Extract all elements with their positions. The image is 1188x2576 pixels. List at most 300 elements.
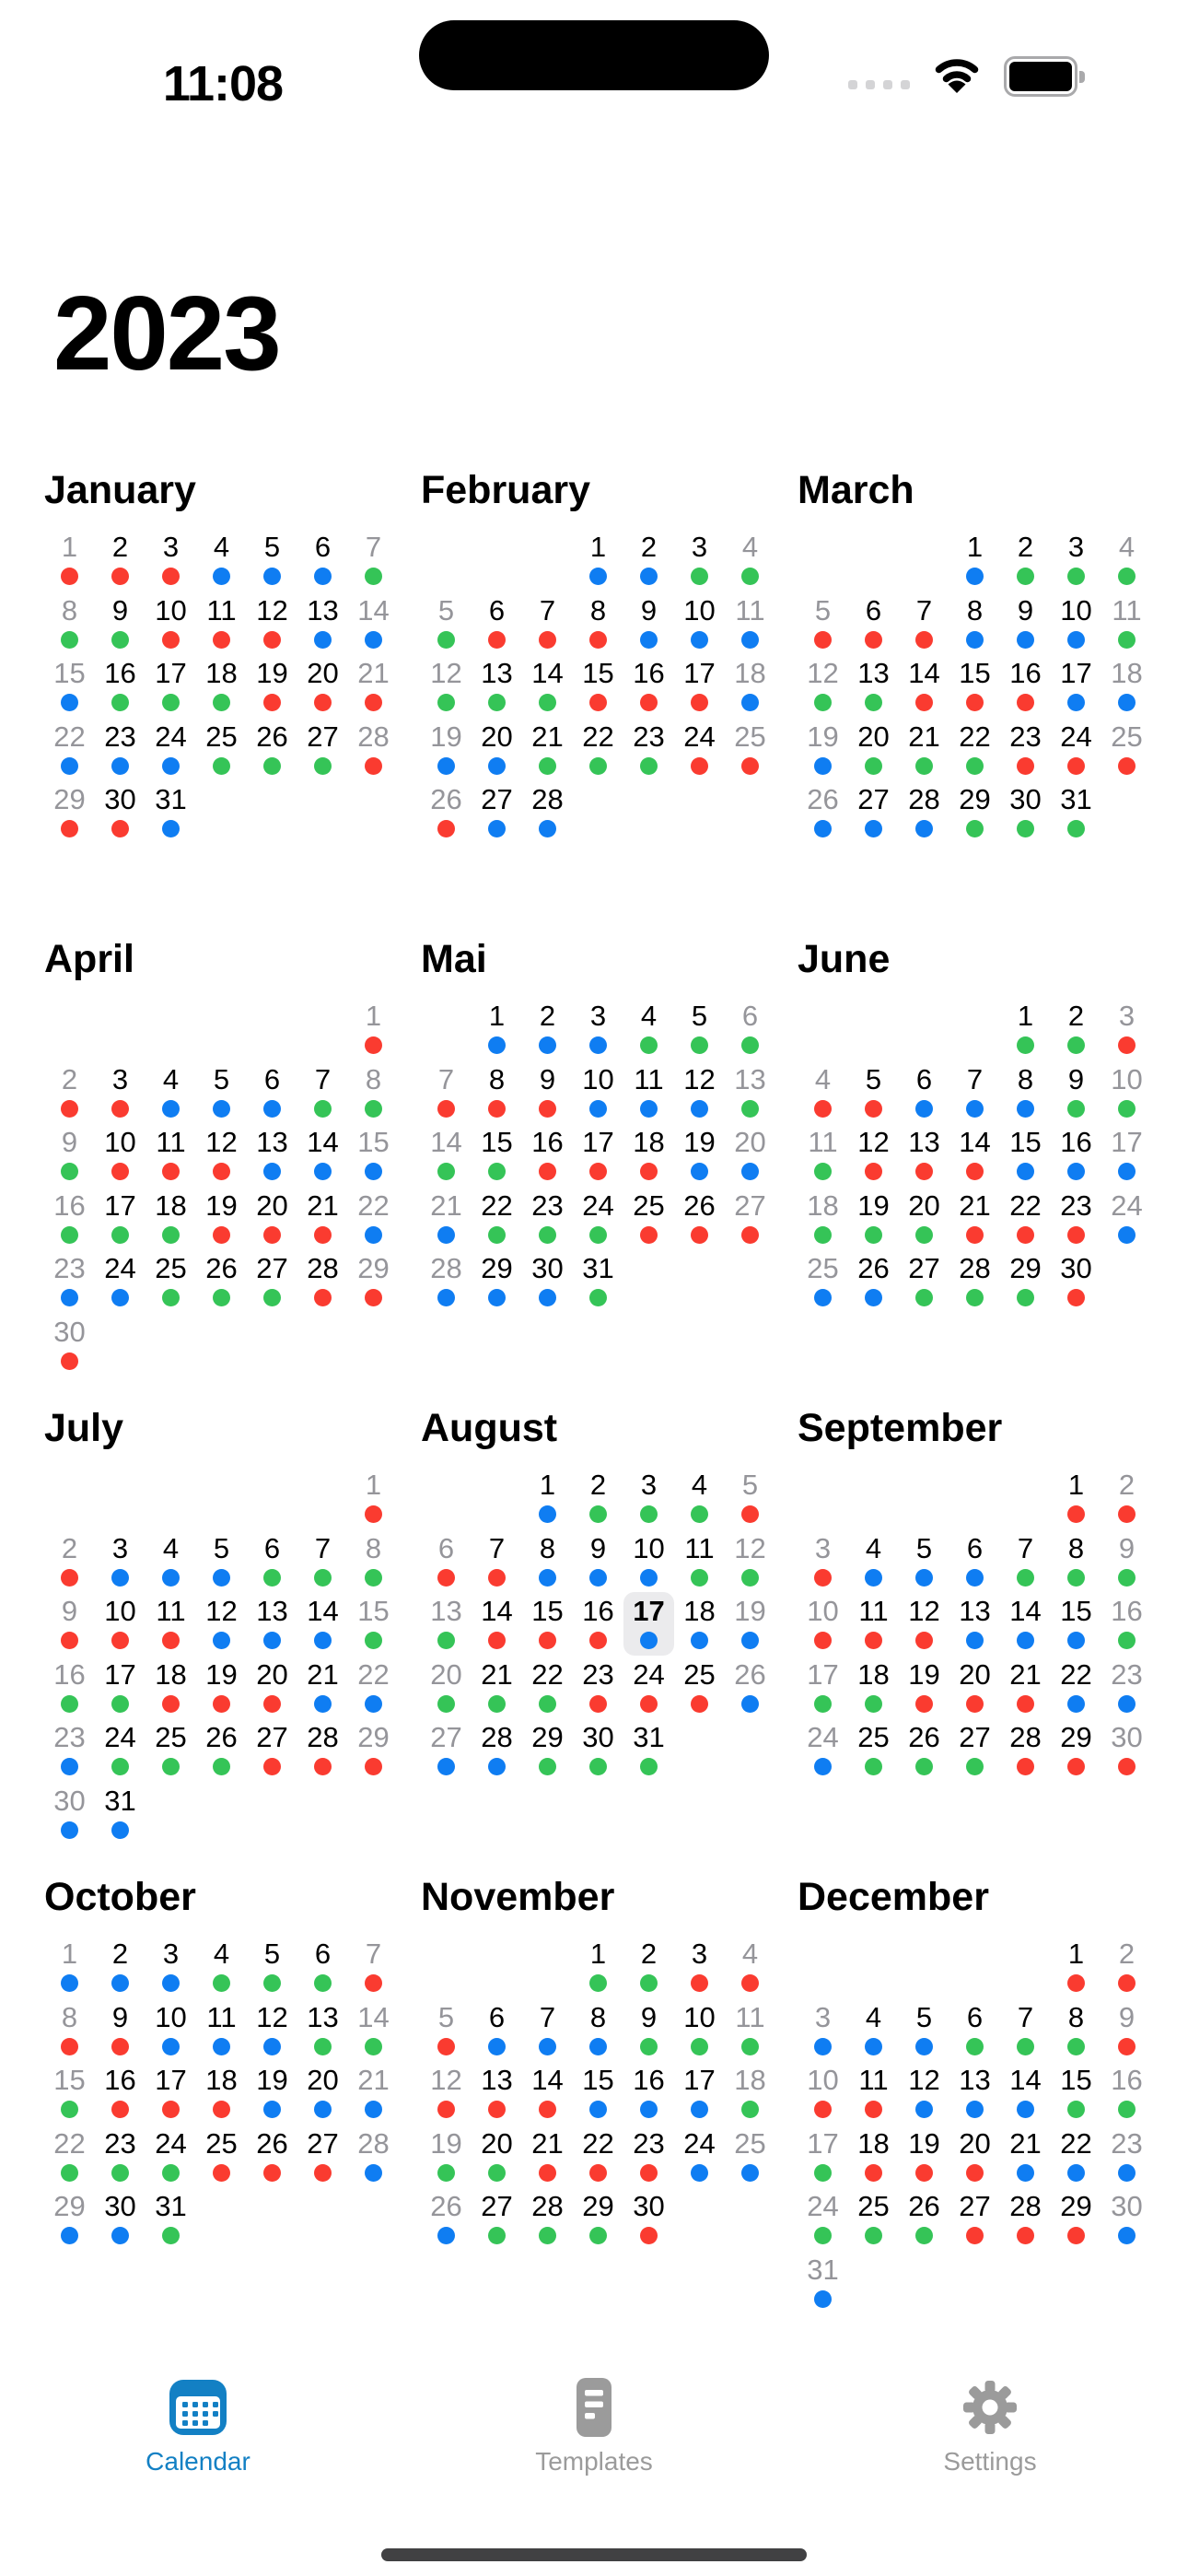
day-cell[interactable]	[196, 1656, 247, 1719]
day-cell[interactable]	[297, 591, 348, 655]
day-cell[interactable]	[348, 1466, 399, 1529]
day-cell[interactable]	[899, 1529, 949, 1593]
day-cell[interactable]	[522, 1592, 573, 1656]
day-cell[interactable]	[949, 2061, 1000, 2125]
day-cell[interactable]	[899, 1187, 949, 1250]
day-cell[interactable]	[146, 1656, 196, 1719]
day-cell[interactable]	[674, 2125, 725, 2188]
day-cell[interactable]	[1000, 1060, 1051, 1124]
day-cell[interactable]	[1000, 1249, 1051, 1313]
day-cell[interactable]	[1051, 1123, 1101, 1187]
day-cell[interactable]	[421, 1123, 472, 1187]
day-cell[interactable]	[472, 1249, 522, 1313]
day-cell[interactable]	[725, 2061, 775, 2125]
day-cell[interactable]	[472, 654, 522, 718]
day-cell[interactable]	[798, 2187, 848, 2251]
day-cell[interactable]	[1101, 1529, 1152, 1593]
day-cell[interactable]	[848, 1656, 899, 1719]
day-cell[interactable]	[899, 1718, 949, 1782]
day-cell[interactable]	[1051, 591, 1101, 655]
day-cell[interactable]	[522, 2125, 573, 2188]
day-cell[interactable]	[44, 1249, 95, 1313]
day-cell[interactable]	[623, 2187, 674, 2251]
day-cell[interactable]	[899, 1592, 949, 1656]
day-cell[interactable]	[1101, 1718, 1152, 1782]
day-cell[interactable]	[1051, 1249, 1101, 1313]
day-cell[interactable]	[674, 718, 725, 781]
day-cell[interactable]	[95, 528, 146, 591]
day-cell[interactable]	[472, 591, 522, 655]
home-indicator[interactable]	[381, 2548, 807, 2561]
day-cell[interactable]	[297, 2125, 348, 2188]
day-cell[interactable]	[573, 1718, 623, 1782]
day-cell[interactable]	[44, 1592, 95, 1656]
day-cell[interactable]	[348, 997, 399, 1060]
day-cell[interactable]	[1051, 1187, 1101, 1250]
day-cell[interactable]	[196, 528, 247, 591]
day-cell[interactable]	[472, 1998, 522, 2062]
day-cell[interactable]	[146, 1123, 196, 1187]
day-cell[interactable]	[472, 780, 522, 844]
day-cell[interactable]	[725, 1998, 775, 2062]
day-cell[interactable]	[247, 1998, 297, 2062]
day-cell[interactable]	[348, 528, 399, 591]
day-cell[interactable]	[1101, 997, 1152, 1060]
day-cell[interactable]	[146, 1187, 196, 1250]
day-cell[interactable]	[798, 1718, 848, 1782]
day-cell[interactable]	[472, 1060, 522, 1124]
day-cell[interactable]	[573, 2061, 623, 2125]
day-cell[interactable]	[196, 1249, 247, 1313]
day-cell[interactable]	[522, 1718, 573, 1782]
day-cell[interactable]	[348, 1249, 399, 1313]
day-cell[interactable]	[573, 1592, 623, 1656]
day-cell[interactable]	[95, 1718, 146, 1782]
day-cell[interactable]	[297, 528, 348, 591]
day-cell[interactable]	[725, 1123, 775, 1187]
tab-settings[interactable]	[889, 2377, 1091, 2476]
day-cell[interactable]	[1101, 1123, 1152, 1187]
day-cell[interactable]	[725, 2125, 775, 2188]
day-cell[interactable]	[798, 591, 848, 655]
day-cell[interactable]	[146, 1592, 196, 1656]
day-cell[interactable]	[573, 1123, 623, 1187]
day-cell[interactable]	[44, 1718, 95, 1782]
day-cell[interactable]	[848, 780, 899, 844]
day-cell[interactable]	[1051, 780, 1101, 844]
day-cell[interactable]	[573, 1998, 623, 2062]
day-cell[interactable]	[725, 1935, 775, 1998]
day-cell[interactable]	[674, 2061, 725, 2125]
day-cell[interactable]	[674, 1187, 725, 1250]
day-cell[interactable]	[146, 2187, 196, 2251]
day-cell[interactable]	[623, 718, 674, 781]
day-cell[interactable]	[848, 1718, 899, 1782]
day-cell[interactable]	[348, 718, 399, 781]
day-cell[interactable]	[196, 654, 247, 718]
day-cell[interactable]	[522, 997, 573, 1060]
day-cell[interactable]	[421, 2061, 472, 2125]
day-cell[interactable]	[1101, 2187, 1152, 2251]
day-cell[interactable]	[1000, 2187, 1051, 2251]
day-cell[interactable]	[522, 780, 573, 844]
day-cell[interactable]	[247, 1935, 297, 1998]
day-cell[interactable]	[1051, 997, 1101, 1060]
day-cell[interactable]	[247, 1187, 297, 1250]
day-cell[interactable]	[798, 1187, 848, 1250]
day-cell[interactable]	[949, 591, 1000, 655]
day-cell[interactable]	[674, 1060, 725, 1124]
day-cell[interactable]	[848, 654, 899, 718]
day-cell[interactable]	[95, 2061, 146, 2125]
day-cell[interactable]	[1101, 1187, 1152, 1250]
day-cell[interactable]	[848, 2187, 899, 2251]
tab-templates[interactable]	[493, 2377, 695, 2476]
day-cell[interactable]	[899, 1998, 949, 2062]
day-cell[interactable]	[44, 1998, 95, 2062]
day-cell[interactable]	[725, 718, 775, 781]
day-cell[interactable]	[899, 654, 949, 718]
day-cell[interactable]	[146, 718, 196, 781]
day-cell[interactable]	[1000, 1656, 1051, 1719]
day-cell[interactable]	[421, 1998, 472, 2062]
day-cell[interactable]	[95, 591, 146, 655]
day-cell[interactable]	[522, 2061, 573, 2125]
day-cell[interactable]	[522, 591, 573, 655]
day-cell[interactable]	[247, 1656, 297, 1719]
day-cell[interactable]	[899, 1249, 949, 1313]
day-cell[interactable]	[95, 1123, 146, 1187]
day-cell[interactable]	[725, 1656, 775, 1719]
day-cell[interactable]	[1000, 780, 1051, 844]
day-cell[interactable]	[348, 1529, 399, 1593]
day-cell[interactable]	[949, 1718, 1000, 1782]
day-cell[interactable]	[848, 718, 899, 781]
day-cell[interactable]	[725, 591, 775, 655]
day-cell[interactable]	[1051, 528, 1101, 591]
day-cell[interactable]	[196, 1187, 247, 1250]
day-cell[interactable]	[472, 1656, 522, 1719]
day-cell[interactable]	[798, 1656, 848, 1719]
day-cell[interactable]	[848, 591, 899, 655]
day-cell[interactable]	[623, 654, 674, 718]
day-cell[interactable]	[95, 2125, 146, 2188]
day-cell[interactable]	[798, 1529, 848, 1593]
day-cell[interactable]	[1101, 2061, 1152, 2125]
year-grid[interactable]	[44, 465, 1152, 2341]
day-cell[interactable]	[348, 1187, 399, 1250]
day-cell[interactable]	[348, 1935, 399, 1998]
day-cell[interactable]	[623, 1187, 674, 1250]
day-cell[interactable]	[247, 591, 297, 655]
day-cell[interactable]	[44, 1935, 95, 1998]
day-cell[interactable]	[949, 1998, 1000, 2062]
day-cell[interactable]	[674, 997, 725, 1060]
day-cell[interactable]	[44, 528, 95, 591]
day-cell[interactable]	[623, 1529, 674, 1593]
day-cell[interactable]	[348, 654, 399, 718]
day-cell[interactable]	[95, 718, 146, 781]
day-cell[interactable]	[146, 1249, 196, 1313]
day-cell[interactable]	[798, 2251, 848, 2314]
day-cell[interactable]	[146, 654, 196, 718]
day-cell[interactable]	[522, 1656, 573, 1719]
day-cell[interactable]	[1051, 2125, 1101, 2188]
day-cell[interactable]	[297, 718, 348, 781]
day-cell[interactable]	[522, 1249, 573, 1313]
day-cell[interactable]	[725, 654, 775, 718]
day-cell[interactable]	[522, 1123, 573, 1187]
day-cell[interactable]	[472, 718, 522, 781]
day-cell[interactable]	[247, 2061, 297, 2125]
day-cell[interactable]	[196, 1060, 247, 1124]
day-cell[interactable]	[1101, 654, 1152, 718]
day-cell[interactable]	[146, 2125, 196, 2188]
day-cell[interactable]	[848, 2125, 899, 2188]
day-cell[interactable]	[247, 1060, 297, 1124]
day-cell[interactable]	[1000, 1592, 1051, 1656]
day-cell[interactable]	[522, 654, 573, 718]
day-cell[interactable]	[297, 1935, 348, 1998]
day-cell[interactable]	[573, 1656, 623, 1719]
day-cell[interactable]	[899, 1123, 949, 1187]
day-cell[interactable]	[623, 1935, 674, 1998]
day-cell[interactable]	[674, 591, 725, 655]
day-cell[interactable]	[674, 1592, 725, 1656]
day-cell[interactable]	[472, 2125, 522, 2188]
day-cell[interactable]	[247, 1529, 297, 1593]
day-cell[interactable]	[44, 1313, 95, 1376]
day-cell[interactable]	[949, 780, 1000, 844]
day-cell[interactable]	[573, 528, 623, 591]
day-cell[interactable]	[472, 997, 522, 1060]
day-cell[interactable]	[421, 1718, 472, 1782]
day-cell[interactable]	[848, 1123, 899, 1187]
day-cell[interactable]	[573, 1249, 623, 1313]
day-cell[interactable]	[44, 1529, 95, 1593]
day-cell[interactable]	[1000, 997, 1051, 1060]
day-cell[interactable]	[1051, 654, 1101, 718]
day-cell[interactable]	[1101, 1998, 1152, 2062]
day-cell[interactable]	[95, 1249, 146, 1313]
day-cell[interactable]	[1000, 718, 1051, 781]
day-cell[interactable]	[848, 2061, 899, 2125]
day-cell[interactable]	[472, 1592, 522, 1656]
day-cell[interactable]	[949, 1187, 1000, 1250]
day-cell[interactable]	[1051, 1060, 1101, 1124]
day-cell[interactable]	[297, 1529, 348, 1593]
day-cell[interactable]	[674, 1935, 725, 1998]
day-cell[interactable]	[949, 718, 1000, 781]
day-cell[interactable]	[95, 654, 146, 718]
day-cell[interactable]	[472, 1529, 522, 1593]
day-cell[interactable]	[848, 1592, 899, 1656]
tab-calendar[interactable]	[97, 2377, 299, 2476]
day-cell[interactable]	[725, 1466, 775, 1529]
day-cell[interactable]	[1051, 2187, 1101, 2251]
day-cell[interactable]	[44, 780, 95, 844]
day-cell[interactable]	[421, 2187, 472, 2251]
day-cell[interactable]	[573, 718, 623, 781]
day-cell[interactable]	[899, 718, 949, 781]
day-cell[interactable]	[798, 1998, 848, 2062]
day-cell[interactable]	[798, 2061, 848, 2125]
day-cell[interactable]	[95, 1782, 146, 1845]
day-cell[interactable]	[95, 1060, 146, 1124]
day-cell[interactable]	[674, 1529, 725, 1593]
day-cell[interactable]	[196, 2061, 247, 2125]
day-cell[interactable]	[623, 1466, 674, 1529]
day-cell[interactable]	[421, 654, 472, 718]
day-cell[interactable]	[522, 1998, 573, 2062]
day-cell[interactable]	[573, 1060, 623, 1124]
day-cell[interactable]	[1051, 2061, 1101, 2125]
day-cell[interactable]	[44, 2187, 95, 2251]
day-cell[interactable]	[899, 2125, 949, 2188]
day-cell[interactable]	[297, 1187, 348, 1250]
day-cell[interactable]	[247, 718, 297, 781]
day-cell[interactable]	[44, 654, 95, 718]
day-cell[interactable]	[725, 1187, 775, 1250]
day-cell[interactable]	[421, 1249, 472, 1313]
day-cell[interactable]	[674, 1466, 725, 1529]
day-cell[interactable]	[1101, 1656, 1152, 1719]
day-cell[interactable]	[297, 654, 348, 718]
day-cell[interactable]	[573, 1187, 623, 1250]
day-cell[interactable]	[196, 591, 247, 655]
day-cell[interactable]	[44, 1060, 95, 1124]
day-cell[interactable]	[798, 2125, 848, 2188]
day-cell[interactable]	[472, 1123, 522, 1187]
day-cell[interactable]	[1101, 591, 1152, 655]
day-cell[interactable]	[1000, 654, 1051, 718]
day-cell[interactable]	[95, 780, 146, 844]
day-cell[interactable]	[1051, 1935, 1101, 1998]
day-cell[interactable]	[573, 1466, 623, 1529]
day-cell[interactable]	[44, 718, 95, 781]
day-cell[interactable]	[798, 1592, 848, 1656]
day-cell[interactable]	[1101, 1060, 1152, 1124]
day-cell[interactable]	[44, 1187, 95, 1250]
day-cell[interactable]	[848, 1187, 899, 1250]
day-cell[interactable]	[623, 1060, 674, 1124]
day-cell[interactable]	[95, 1935, 146, 1998]
day-cell[interactable]	[348, 1998, 399, 2062]
day-cell[interactable]	[95, 1592, 146, 1656]
day-cell[interactable]	[196, 1935, 247, 1998]
day-cell[interactable]	[522, 1187, 573, 1250]
day-cell[interactable]	[573, 654, 623, 718]
day-cell[interactable]	[421, 1060, 472, 1124]
day-cell[interactable]	[623, 1718, 674, 1782]
day-cell[interactable]	[949, 2187, 1000, 2251]
day-cell[interactable]	[95, 1529, 146, 1593]
day-cell[interactable]	[472, 1187, 522, 1250]
day-cell[interactable]	[247, 654, 297, 718]
day-cell[interactable]	[725, 1592, 775, 1656]
day-cell[interactable]	[725, 1060, 775, 1124]
day-cell[interactable]	[146, 1998, 196, 2062]
day-cell[interactable]	[348, 591, 399, 655]
day-cell[interactable]	[1101, 528, 1152, 591]
day-cell[interactable]	[1000, 1529, 1051, 1593]
day-cell[interactable]	[1051, 1466, 1101, 1529]
day-cell[interactable]	[1000, 591, 1051, 655]
day-cell[interactable]	[1051, 718, 1101, 781]
day-cell[interactable]	[623, 1656, 674, 1719]
day-cell[interactable]	[623, 1998, 674, 2062]
day-cell[interactable]	[146, 1529, 196, 1593]
day-cell[interactable]	[44, 1656, 95, 1719]
day-cell[interactable]	[44, 1123, 95, 1187]
day-cell[interactable]	[1101, 1466, 1152, 1529]
day-cell[interactable]	[899, 2187, 949, 2251]
day-cell[interactable]	[146, 1718, 196, 1782]
day-cell[interactable]	[623, 2061, 674, 2125]
day-cell[interactable]	[146, 780, 196, 844]
day-cell[interactable]	[899, 591, 949, 655]
day-cell[interactable]	[421, 1187, 472, 1250]
day-cell[interactable]	[1051, 1656, 1101, 1719]
day-cell[interactable]	[899, 1060, 949, 1124]
day-cell[interactable]	[146, 1060, 196, 1124]
day-cell[interactable]	[196, 2125, 247, 2188]
day-cell[interactable]	[949, 654, 1000, 718]
day-cell[interactable]	[522, 1060, 573, 1124]
day-cell[interactable]	[146, 528, 196, 591]
day-cell[interactable]	[472, 2187, 522, 2251]
day-cell[interactable]	[674, 654, 725, 718]
day-cell[interactable]	[44, 2125, 95, 2188]
day-cell[interactable]	[1000, 1187, 1051, 1250]
day-cell[interactable]	[1000, 2061, 1051, 2125]
day-cell[interactable]	[674, 1123, 725, 1187]
day-cell[interactable]	[848, 1249, 899, 1313]
day-cell[interactable]	[247, 1249, 297, 1313]
day-cell[interactable]	[348, 1592, 399, 1656]
day-cell[interactable]	[472, 2061, 522, 2125]
day-cell[interactable]	[95, 1187, 146, 1250]
day-cell[interactable]	[949, 1123, 1000, 1187]
day-cell[interactable]	[674, 1998, 725, 2062]
day-cell[interactable]	[472, 1718, 522, 1782]
day-cell[interactable]	[297, 1998, 348, 2062]
day-cell[interactable]	[44, 2061, 95, 2125]
day-cell[interactable]	[421, 718, 472, 781]
day-cell[interactable]	[848, 1529, 899, 1593]
day-cell[interactable]	[725, 1529, 775, 1593]
day-cell[interactable]	[1051, 1592, 1101, 1656]
day-cell[interactable]	[348, 1060, 399, 1124]
day-cell[interactable]	[725, 528, 775, 591]
day-cell[interactable]	[949, 2125, 1000, 2188]
day-cell[interactable]	[146, 2061, 196, 2125]
day-cell[interactable]	[1000, 1998, 1051, 2062]
day-cell[interactable]	[44, 1782, 95, 1845]
day-cell[interactable]	[1101, 718, 1152, 781]
day-cell[interactable]	[196, 1592, 247, 1656]
day-cell[interactable]	[798, 1060, 848, 1124]
day-cell[interactable]	[95, 1656, 146, 1719]
day-cell[interactable]	[623, 2125, 674, 2188]
day-cell[interactable]	[899, 1656, 949, 1719]
day-cell[interactable]	[146, 591, 196, 655]
day-cell[interactable]	[247, 1592, 297, 1656]
day-cell[interactable]	[623, 997, 674, 1060]
day-cell[interactable]	[348, 1123, 399, 1187]
day-cell[interactable]	[421, 1656, 472, 1719]
day-cell[interactable]	[573, 1935, 623, 1998]
